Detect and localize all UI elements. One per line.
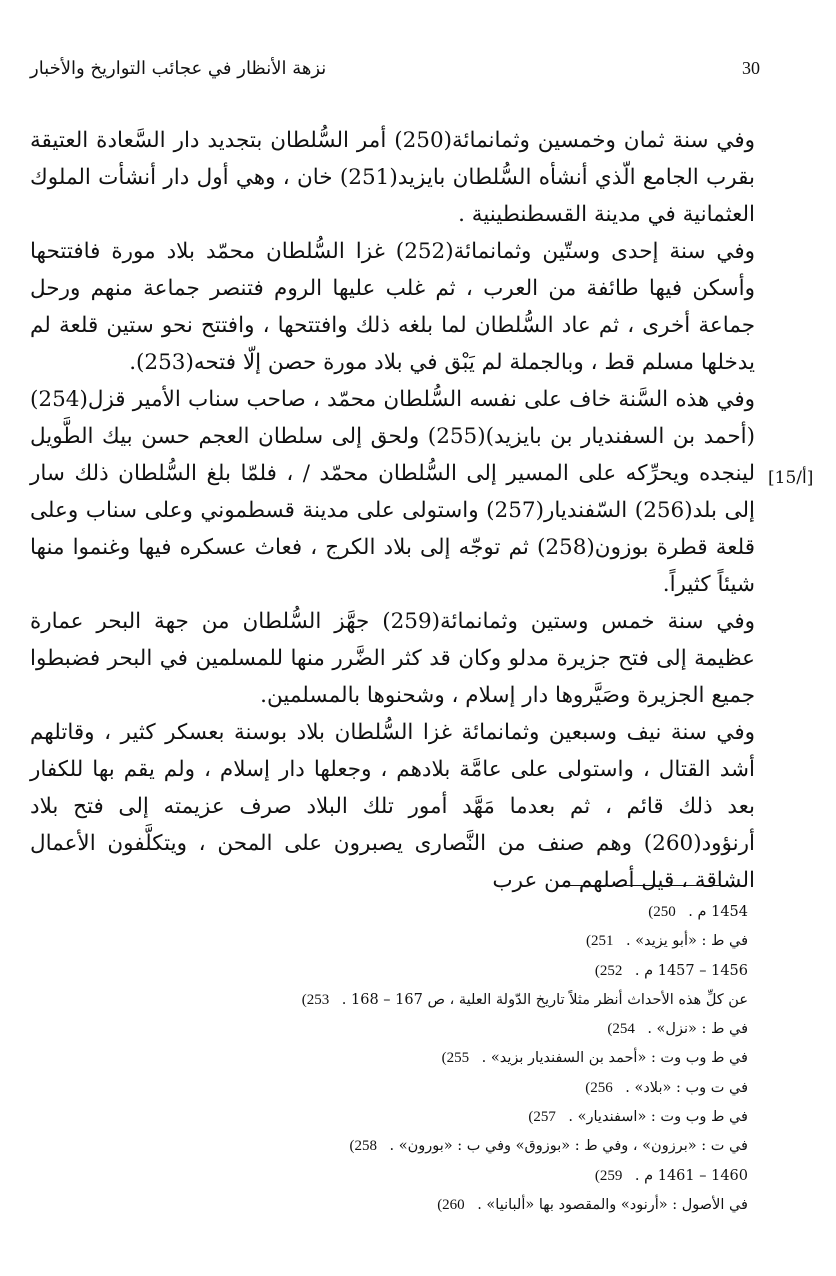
footnote-text: 1456 – 1457 م . — [634, 962, 748, 979]
footnote-text: في ط وب وت : «أحمد بن السفنديار بزيد» . — [481, 1050, 748, 1067]
footnote — [180, 898, 752, 927]
footnote-number: (252 — [594, 962, 623, 979]
page-number: 30 — [742, 58, 760, 78]
book-title: نزهة الأنظار في عجائب التواريخ والأخبار — [30, 58, 327, 79]
footnote-number: (254 — [607, 1021, 635, 1038]
footnote-text: في ط : «نزل» . — [647, 1021, 748, 1038]
footnote — [180, 1044, 752, 1073]
main-text — [30, 122, 755, 899]
footnote-number: (260 — [437, 1196, 465, 1213]
footnote — [180, 986, 752, 1015]
footnote — [180, 1015, 752, 1044]
footnote-text: في ت وب : «بلاد» . — [625, 1079, 748, 1096]
footnote-text: 1454 م . — [688, 904, 748, 920]
footnote — [180, 1074, 752, 1103]
manuscript-folio-marker: [15/أ] — [768, 468, 814, 488]
footnote-text: في ط وب وت : «اسفنديار» . — [568, 1109, 748, 1126]
paragraph: وفي سنة ثمان وخمسين وثمانمائة(250) أمر السُّلطان بتجديد دار السَّعادة العتيقة بقرب الجامع الّذي أنشأه السُّلطان بايزيد(251) خان ، وهي أول دار أنشأت الملوك العثمانية في مدينة القسطنطينية . — [30, 128, 755, 227]
footnote — [180, 1162, 752, 1191]
footnote — [180, 927, 752, 956]
footnote-text: في ط : «أبو يزيد» . — [626, 933, 748, 950]
footnote-number: (255 — [441, 1050, 470, 1067]
footnote-number: (251 — [586, 933, 614, 950]
footnote — [180, 1103, 752, 1132]
footnote-number: (253 — [301, 991, 330, 1008]
paragraph: وفي سنة خمس وستين وثمانمائة(259) جهَّز السُّلطان من جهة البحر عمارة عظيمة إلى فتح جزيرة مدلو وكان قد كثر الضَّرر منها للمسلمين في البحر فضبطوا جميع الجزيرة وصَيَّروها دار إسلام ، وشحنوها بالمسلمين. — [30, 609, 756, 708]
footnote-number: (258 — [349, 1138, 377, 1155]
running-header — [30, 58, 770, 88]
footnote-number: (250 — [648, 904, 676, 920]
footnote-number: (256 — [585, 1079, 613, 1096]
footnote-text: في ت : «برزون» ، وفي ط : «بوزوق» وفي ب : «بورون» . — [389, 1138, 748, 1155]
footnote-divider — [560, 885, 746, 886]
footnote-number: (257 — [528, 1109, 556, 1126]
footnote — [180, 1191, 752, 1220]
footnote — [180, 1132, 752, 1161]
paragraph: وفي سنة إحدى وستّين وثمانمائة(252) غزا السُّلطان محمّد بلاد مورة فافتتحها وأسكن فيها طائفة من العرب ، ثم غلب عليها الروم فتنصر جماعة منهم ورحل جماعة أخرى ، ثم عاد السُّلطان لما بلغه ذلك وافتتحها ، وافتتح نحو ستين قلعة لم يدخلها مسلم قط ، وبالجملة لم يَبْق في بلاد مورة حصن إلّا فتحه(253). — [30, 239, 755, 375]
footnotes — [180, 898, 752, 1220]
footnote-text: 1460 – 1461 م . — [634, 1167, 748, 1184]
footnote-text: في الأصول : «أرنود» والمقصود بها «ألبانيا» . — [477, 1196, 748, 1213]
footnote-number: (259 — [594, 1167, 623, 1184]
paragraph: وفي سنة نيف وسبعين وثمانمائة غزا السُّلطان بلاد بوسنة بعسكر كثير ، وقاتلهم أشد القتال ، واستولى على عامَّة بلادهم ، وجعلها دار إسلام ، ولم يقم بها للكفار بعد ذلك قائم ، ثم بعدما مَهَّد أمور تلك البلاد صرف عزيمته إلى فتح بلاد أرنؤود(260) وهم صنف من النَّصارى يصبرون على المحن ، ويتكلَّفون الأعمال الشاقة ، قيل أصلهم من عرب — [30, 720, 755, 893]
footnote-text: عن كلِّ هذه الأحداث أنظر مثلاً تاريخ الدّولة العلية ، ص 167 – 168 . — [341, 991, 748, 1008]
paragraph: وفي هذه السَّنة خاف على نفسه السُّلطان محمّد ، صاحب سناب الأمير قزل(254) (أحمد بن السفنديار بن بايزيد)(255) ولحق إلى سلطان العجم حسن بيك الطَّويل لينجده ويحرِّكه على المسير إلى السُّلطان محمّد / ، فلمّا بلغ السُّلطان ذلك سار إلى بلد(256) السّفنديار(257) واستولى على مدينة قسطموني وعلى سناب وعلى قلعة قطرة بوزون(258) ثم توجّه إلى بلاد الكرج ، فعاث عسكره فيها وغنموا منها شيئاً كثيراً. — [30, 387, 755, 597]
footnote — [180, 957, 752, 986]
